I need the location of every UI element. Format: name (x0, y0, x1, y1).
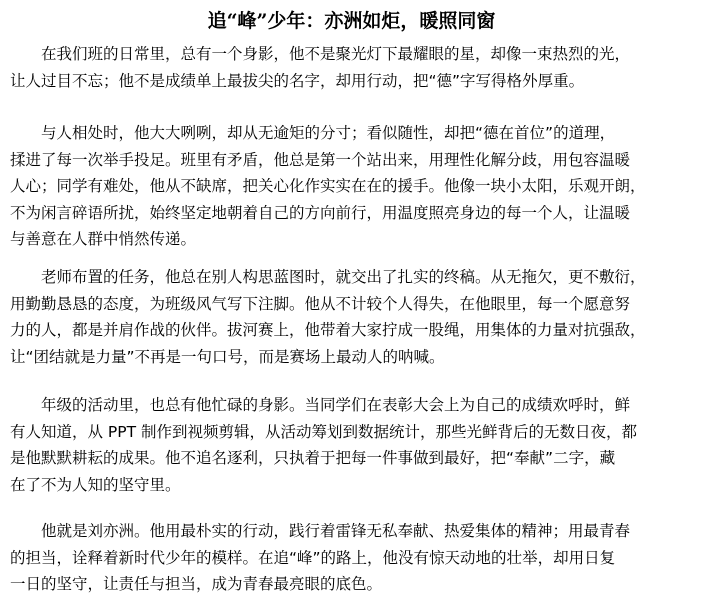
paragraph-line: 不为闲言碎语所扰，始终坚定地朝着自己的方向前行，用温度照亮身边的每一个人，让温暖 (10, 203, 631, 222)
paragraph-line: 老师布置的任务，他总在别人构思蓝图时，就交出了扎实的终稿。从无拖欠，更不敷衍， (41, 268, 646, 286)
paragraph-line: 力的人，都是并肩作战的伙伴。拔河赛上，他带着大家拧成一股绳，用集体的力量对抗强敌， (10, 321, 646, 339)
paragraph-line: 在了不为人知的坚守里。 (10, 475, 181, 494)
paragraph-line: 年级的活动里，也总有他忙碌的身影。当同学们在表彰大会上为自己的成绩欢呼时，鲜 (41, 396, 631, 414)
paragraph-line: 揉进了每一次举手投足。班里有矛盾，他总是第一个站出来，用理性化解分歧，用包容温暖 (10, 150, 631, 169)
paragraph-4 (10, 392, 694, 498)
paragraph-3 (10, 264, 694, 370)
paragraph-line: 的担当，诠释着新时代少年的模样。在追“峰”的路上，他没有惊天动地的壮举，却用日复 (10, 548, 616, 567)
paragraph-line: 与人相处时，他大大咧咧，却从无逾矩的分寸；看似随性，却把“德在首位”的道理， (41, 124, 616, 142)
paragraph-line: 在我们班的日常里，总有一个身影，他不是聚光灯下最耀眼的星，却像一束热烈的光， (41, 45, 631, 63)
paragraph-line: 让人过目不忘；他不是成绩单上最拔尖的名字，却用行动，把“德”字写得格外厚重。 (10, 71, 585, 90)
paragraph-line: 与善意在人群中悄然传递。 (10, 230, 197, 248)
paragraph-line: 他就是刘亦洲。他用最朴实的行动，践行着雷锋无私奉献、热爱集体的精神；用最青春 (41, 522, 631, 540)
paragraph-line: 人心；同学有难处，他从不缺席，把关心化作实实在在的援手。他像一块小太阳，乐观开朗， (10, 177, 646, 195)
paragraph-line: 一日的坚守，让责任与担当，成为青春最亮眼的底色。 (10, 575, 383, 593)
paragraph-line: 是他默默耕耘的成果。他不追名逐利，只执着于把每一件事做到最好，把“奉献”二字，藏 (10, 449, 616, 467)
document-title: 追“峰”少年：亦洲如炬，暖照同窗 (207, 10, 496, 32)
paragraph-5 (10, 518, 694, 598)
paragraph-line: 用勤勤恳恳的态度，为班级风气写下注脚。他从不计较个人得失，在他眼里，每一个愿意努 (10, 294, 631, 313)
paragraph-line: 有人知道，从 PPT 制作到视频剪辑，从活动筹划到数据统计，那些光鲜背后的无数日夜，都 (10, 422, 638, 441)
paragraph-1 (10, 41, 694, 94)
paragraph-line: 让“团结就是力量”不再是一句口号，而是赛场上最动人的呐喊。 (10, 347, 445, 366)
paragraph-2 (10, 120, 694, 253)
